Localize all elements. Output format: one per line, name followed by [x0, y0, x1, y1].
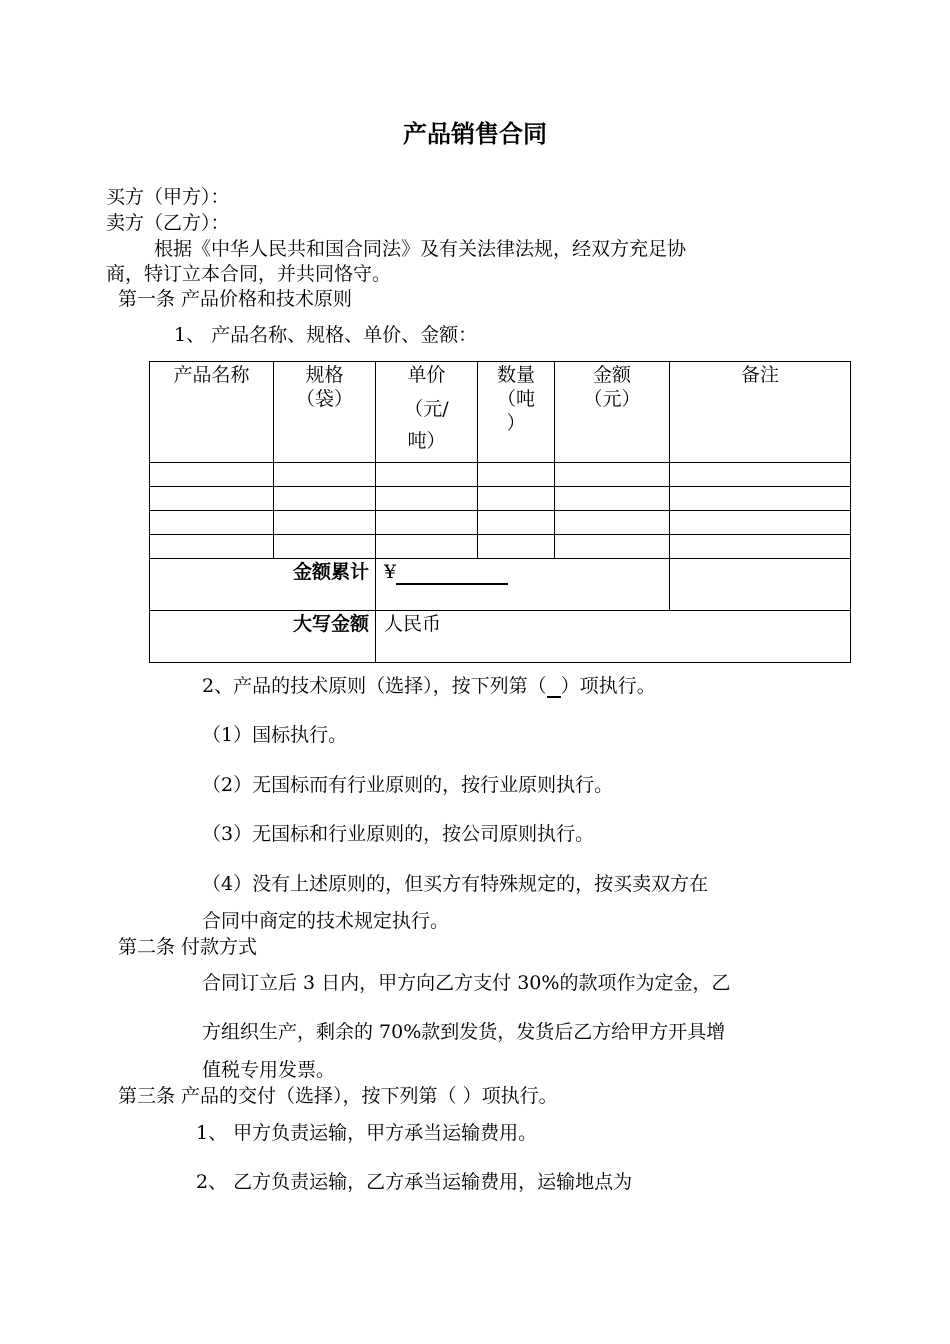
option-3: （3）无国标和行业原则的，按公司原则执行。 [202, 823, 595, 845]
table-row [150, 535, 851, 559]
preamble-line-1: 根据《中华人民共和国合同法》及有关法律法规，经双方充足协 [154, 238, 687, 260]
table-cell[interactable] [670, 535, 851, 559]
table-cell[interactable] [555, 487, 670, 511]
total-value[interactable]: ¥ [376, 559, 670, 611]
header-product-name: 产品名称 [150, 362, 274, 463]
capital-row [150, 611, 851, 663]
preamble-line-2: 商，特订立本合同，并共同恪守。 [106, 263, 392, 285]
table-cell[interactable] [150, 535, 274, 559]
capital-value[interactable]: 人民币 [376, 611, 851, 663]
article-1-item-2: 2、产品的技术原则（选择），按下列第（ ）项执行。 [202, 675, 656, 697]
option-2: （2）无国标而有行业原则的，按行业原则执行。 [202, 774, 614, 796]
table-cell[interactable] [555, 463, 670, 487]
seller-line: 卖方（乙方）： [106, 212, 230, 234]
document-title: 产品销售合同 [403, 119, 547, 148]
article-2-line-3: 值税专用发票。 [202, 1059, 336, 1081]
table-cell[interactable] [274, 463, 376, 487]
table-cell[interactable] [555, 535, 670, 559]
table-cell[interactable] [150, 463, 274, 487]
article-1-item-1: 1、 产品名称、规格、单价、金额： [174, 324, 478, 346]
table-cell[interactable] [478, 535, 555, 559]
table-cell[interactable] [376, 463, 478, 487]
table-cell[interactable] [478, 511, 555, 535]
option-1: （1）国标执行。 [202, 724, 348, 746]
buyer-line: 买方（甲方）： [106, 186, 230, 208]
table-cell[interactable] [555, 511, 670, 535]
total-remark[interactable] [670, 559, 851, 611]
table-row [150, 463, 851, 487]
option-blank[interactable] [547, 678, 561, 698]
table-row [150, 511, 851, 535]
header-remarks: 备注 [670, 362, 851, 463]
option-4: （4）没有上述原则的，但买方有特殊规定的，按买卖双方在 [202, 873, 709, 895]
total-row [150, 559, 851, 611]
article-3-item-1: 1、 甲方负责运输，甲方承当运输费用。 [196, 1122, 538, 1144]
product-table-header-row [150, 362, 851, 463]
header-spec: 规格 （袋） [274, 362, 376, 463]
table-cell[interactable] [274, 535, 376, 559]
article-2-line-2: 方组织生产，剩余的 70%款到发货，发货后乙方给甲方开具增 [202, 1021, 726, 1043]
capital-label: 大写金额 [150, 611, 376, 663]
header-unit-price: 单价 （元/ 吨） [376, 362, 478, 463]
table-cell[interactable] [376, 511, 478, 535]
table-cell[interactable] [670, 463, 851, 487]
option-4-cont: 合同中商定的技术规定执行。 [202, 910, 450, 932]
table-cell[interactable] [670, 487, 851, 511]
table-cell[interactable] [478, 463, 555, 487]
article-3-heading: 第三条 产品的交付（选择），按下列第（ ）项执行。 [118, 1085, 558, 1107]
article-3-item-2: 2、 乙方负责运输，乙方承当运输费用，运输地点为 [196, 1171, 633, 1193]
total-label: 金额累计 [150, 559, 376, 611]
total-blank[interactable] [396, 565, 508, 585]
product-table [149, 361, 851, 663]
table-cell[interactable] [376, 535, 478, 559]
article-2-heading: 第二条 付款方式 [118, 936, 258, 958]
article-1-heading: 第一条 产品价格和技术原则 [118, 288, 353, 310]
table-cell[interactable] [150, 511, 274, 535]
table-cell[interactable] [478, 487, 555, 511]
table-cell[interactable] [376, 487, 478, 511]
header-quantity: 数量 （吨 ） [478, 362, 555, 463]
table-row [150, 487, 851, 511]
table-cell[interactable] [274, 487, 376, 511]
table-cell[interactable] [670, 511, 851, 535]
table-cell[interactable] [274, 511, 376, 535]
article-2-line-1: 合同订立后 3 日内，甲方向乙方支付 30%的款项作为定金，乙 [202, 972, 731, 994]
header-amount: 金额 （元） [555, 362, 670, 463]
table-cell[interactable] [150, 487, 274, 511]
